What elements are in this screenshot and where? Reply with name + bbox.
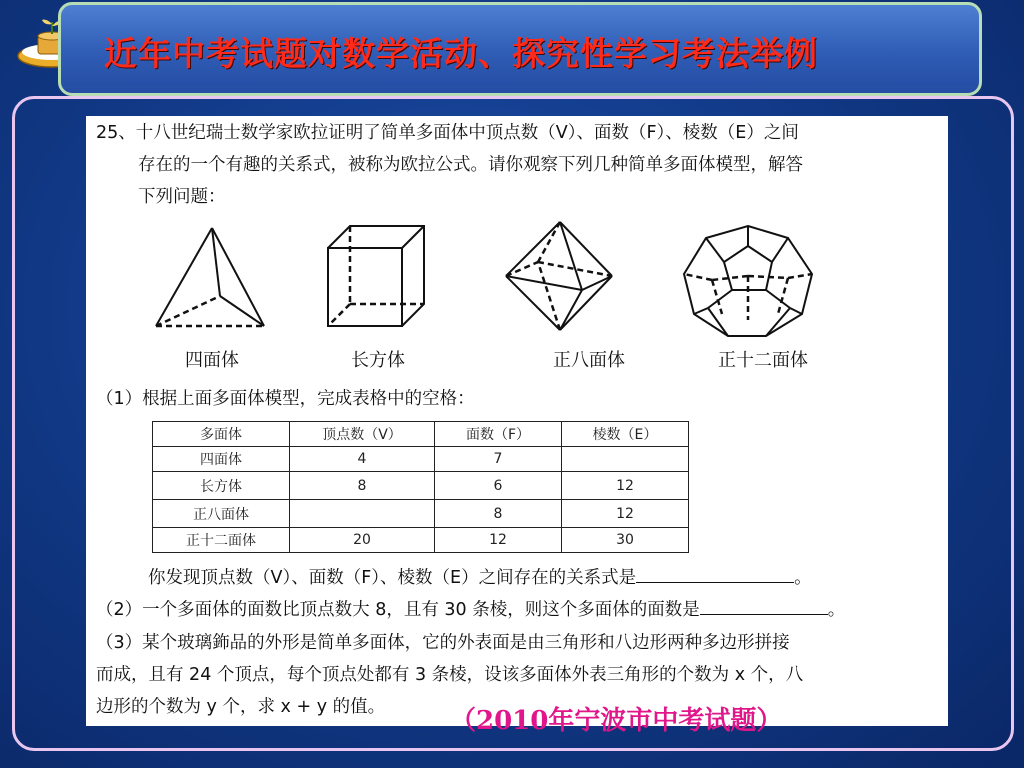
dodecahedron-figure bbox=[682, 222, 816, 340]
table-cell-blank bbox=[562, 447, 689, 472]
problem-line-1: 25、十八世纪瑞士数学家欧拉证明了简单多面体中顶点数（V）、面数（F）、棱数（E）之间 bbox=[96, 123, 799, 143]
part2-question bbox=[96, 594, 936, 625]
table-row bbox=[153, 472, 689, 500]
table-cell: 30 bbox=[562, 528, 689, 553]
table-cell: 20 bbox=[290, 528, 435, 553]
table-header-cell: 顶点数（V） bbox=[290, 422, 435, 447]
answer-blank-relation bbox=[636, 562, 794, 583]
problem-line-3: 下列问题： bbox=[138, 187, 226, 207]
part3-line-1: （3）某个玻璃鉓品的外形是简单多面体，它的外表面是由三角形和八边形两种多边形拼接 bbox=[96, 633, 790, 653]
polyhedron-label-octahedron: 正八面体 bbox=[553, 350, 625, 371]
table-cell: 6 bbox=[435, 472, 562, 500]
table-cell: 8 bbox=[290, 472, 435, 500]
table-cell: 4 bbox=[290, 447, 435, 472]
polyhedron-label-cuboid: 长方体 bbox=[351, 350, 405, 371]
part2-question-text: （2）一个多面体的面数比顶点数大 8，且有 30 条棱，则这个多面体的面数是 bbox=[96, 600, 700, 620]
part1-question bbox=[148, 562, 936, 593]
table-header-cell: 棱数（E） bbox=[562, 422, 689, 447]
table-cell: 四面体 bbox=[153, 447, 290, 472]
tetrahedron-figure bbox=[152, 224, 268, 330]
table-cell: 12 bbox=[562, 500, 689, 528]
polyhedron-table bbox=[152, 421, 689, 553]
end-mark: 。 bbox=[827, 600, 846, 620]
polyhedron-label-dodecahedron: 正十二面体 bbox=[718, 350, 808, 371]
table-cell: 正八面体 bbox=[153, 500, 290, 528]
source-citation: （2010年宁波市中考试题） bbox=[450, 706, 783, 736]
answer-blank-faces bbox=[700, 594, 828, 615]
table-cell: 长方体 bbox=[153, 472, 290, 500]
table-cell: 12 bbox=[562, 472, 689, 500]
part1-intro: （1）根据上面多面体模型，完成表格中的空格： bbox=[96, 389, 475, 409]
table-cell: 7 bbox=[435, 447, 562, 472]
page-title: 近年中考试题对数学活动、探究性学习考法举例 bbox=[104, 34, 818, 73]
table-header-cell: 面数（F） bbox=[435, 422, 562, 447]
table-cell: 12 bbox=[435, 528, 562, 553]
part3-line-2: 而成，且有 24 个顶点，每个顶点处都有 3 条棱，设该多面体外表三角形的个数为 x 个，八 bbox=[96, 665, 804, 685]
polyhedron-label-tetrahedron: 四面体 bbox=[185, 350, 239, 371]
table-header-cell: 多面体 bbox=[153, 422, 290, 447]
problem-line-2: 存在的一个有趣的关系式，被称为欧拉公式。请你观察下列几种简单多面体模型，解答 bbox=[138, 155, 803, 175]
table-cell: 正十二面体 bbox=[153, 528, 290, 553]
table-header-row bbox=[153, 422, 689, 447]
end-mark: 。 bbox=[794, 568, 812, 588]
table-cell-blank bbox=[290, 500, 435, 528]
exam-problem-image bbox=[86, 116, 948, 726]
table-row bbox=[153, 528, 689, 553]
part3-line-3: 边形的个数为 y 个，求 x + y 的值。 bbox=[96, 697, 386, 717]
table-row bbox=[153, 447, 689, 472]
table-row bbox=[153, 500, 689, 528]
octahedron-figure bbox=[504, 220, 614, 332]
cuboid-figure bbox=[326, 224, 430, 328]
part1-question-text: 你发现顶点数（V）、面数（F）、棱数（E）之间存在的关系式是 bbox=[148, 568, 637, 588]
table-cell: 8 bbox=[435, 500, 562, 528]
